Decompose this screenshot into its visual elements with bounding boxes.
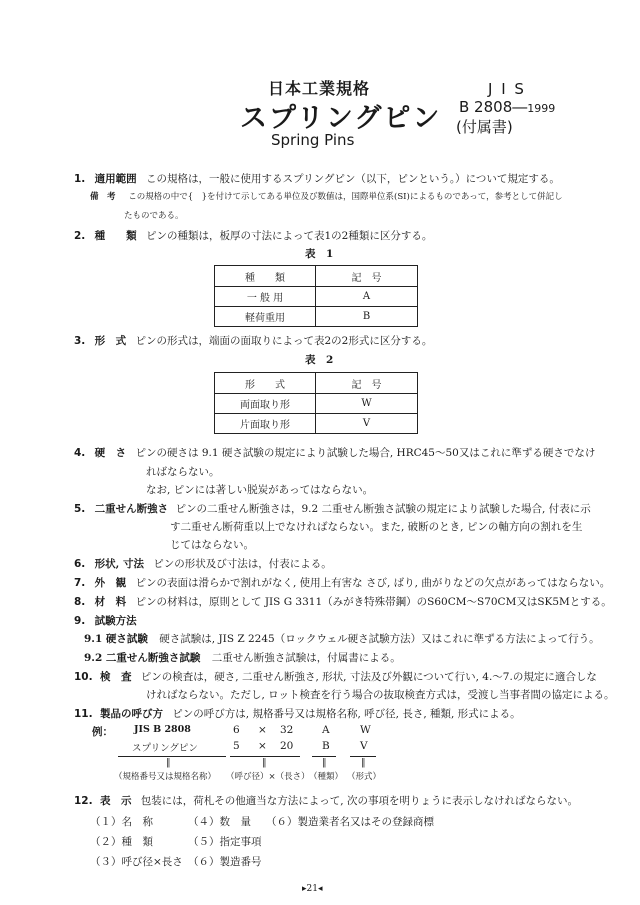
section-4-line-2: ればならない。 [146, 466, 220, 478]
table-row [215, 414, 418, 434]
section-12 [74, 793, 578, 808]
example-std-1: JIS B 2808 [134, 724, 191, 735]
section-number: 12. [74, 795, 93, 807]
table-cell: W [316, 394, 418, 414]
example-form-2: V [360, 740, 368, 752]
document-title: スプリングピン [240, 103, 442, 134]
section-number: 5. [74, 503, 86, 515]
annex-label: (付属書) [456, 118, 513, 136]
section-heading: 外 観 [94, 577, 127, 589]
list-item: （５）指定事項 [188, 836, 262, 848]
table-cell: 両面取り形 [215, 394, 316, 414]
example-times-1: × [258, 724, 267, 736]
section-5-line-3: じてはならない。 [170, 539, 254, 551]
section-number: 8. [74, 596, 86, 608]
section-6 [74, 556, 332, 571]
section-heading: 硬 さ [94, 447, 127, 459]
section-9-1 [84, 631, 600, 646]
section-heading: 表 示 [99, 795, 132, 807]
list-item: （３）呼び径×長さ [90, 856, 183, 868]
section-text: ピンの表面は滑らかで割れがなく, 使用上有害な さび, ばり, 曲がりなどの欠点があってはならない。 [135, 577, 611, 589]
table-1-title: 表 1 [305, 248, 334, 260]
list-item: （２）種 類 [90, 836, 153, 848]
section-10-line-2: ければならない。ただし, ロット検査を行う場合の抜取検査方式は，受渡し当事者間の協定による。 [146, 689, 615, 701]
table-cell: 片面取り形 [215, 414, 316, 434]
section-text: ピンの二重せん断強さは，9.2 二重せん断強さ試験の規定により試験した場合, 付表に示 [175, 503, 591, 515]
caption-std: （規格番号又は規格名称） [114, 772, 217, 782]
subsection-text: 硬さ試験は, JIS Z 2245（ロックウェル硬さ試験方法）又はこれに準ずる方法によって行う。 [159, 633, 600, 645]
note-line-2: たものである。 [124, 211, 184, 221]
table-cell: B [316, 307, 418, 327]
section-number: 4. [74, 447, 86, 459]
section-text: ピンの呼び方は, 規格番号又は規格名称, 呼び径, 長さ, 種類, 形式による。 [172, 708, 521, 720]
section-number: 1. [74, 173, 86, 185]
standard-org: 日本工業規格 [268, 79, 371, 98]
section-heading: 製品の呼び方 [99, 708, 163, 720]
section-heading: 検 査 [99, 671, 132, 683]
caption-form: （形式） [347, 772, 382, 782]
jis-number: B 2808 [459, 98, 513, 116]
example-dia-2: 5 [233, 740, 240, 752]
section-10 [74, 669, 597, 684]
underline [118, 756, 226, 757]
section-5-line-2: す二重せん断荷重以上でなければならない。また, 破断のとき, ピンの軸方向の割れを生 [170, 521, 583, 533]
section-3 [74, 333, 432, 348]
equals-mark: ‖ [361, 758, 366, 768]
section-heading: 試験方法 [94, 615, 137, 627]
section-9-2 [84, 650, 401, 665]
jis-dash: ― [512, 98, 528, 116]
example-len-2: 20 [280, 740, 294, 752]
section-number: 11. [74, 708, 93, 720]
subsection-heading: 9.1 硬さ試験 [84, 633, 148, 645]
list-item: （１）名 称 [90, 816, 153, 828]
table-2 [214, 372, 418, 434]
table-header: 形 式 [215, 373, 316, 394]
section-text: この規格は，一般に使用するスプリングピン（以下，ピンという。）について規定する。 [145, 173, 560, 185]
section-number: 6. [74, 558, 86, 570]
document-title-en: Spring Pins [271, 131, 355, 149]
section-text: ピンの種類は，板厚の寸法によって表1の2種類に区分する。 [145, 230, 433, 242]
page-number: ▸21◂ [302, 884, 323, 894]
table-1 [214, 265, 418, 327]
caption-dia-len: （呼び径）×（長さ） [226, 772, 310, 782]
list-item: （６）製造業者名又はその登録商標 [266, 816, 434, 828]
example-std-2: スプリングピン [132, 743, 198, 754]
section-heading: 二重せん断強さ [94, 503, 169, 515]
section-number: 7. [74, 577, 86, 589]
table-header: 種 類 [215, 266, 316, 287]
section-number: 9. [74, 615, 86, 627]
note-text: この規格の中で{ }を付けて示してある単位及び数値は，国際単位系(SI)によるものであって，参考として併記し [128, 192, 563, 202]
section-number: 10. [74, 671, 93, 683]
equals-mark: ‖ [166, 758, 171, 768]
note-line-1 [90, 190, 563, 202]
section-5 [74, 501, 591, 516]
section-text: ピンの検査は，硬さ, 二重せん断強さ, 形状, 寸法及び外観について行い, 4.～7.の規定に適合しな [140, 671, 597, 683]
table-row [215, 287, 418, 307]
section-8 [74, 594, 612, 609]
section-heading: 形状, 寸法 [94, 558, 144, 570]
caption-type: （種類） [309, 772, 344, 782]
section-text: ピンの硬さは 9.1 硬さ試験の規定により試験した場合, HRC45～50又はこれに準ずる硬さでなけ [135, 447, 596, 459]
list-item: （６）製造番号 [188, 856, 262, 868]
example-label: 例： [92, 726, 113, 738]
jis-number-line [459, 98, 555, 116]
table-header: 記 号 [316, 266, 418, 287]
example-times-2: × [258, 740, 267, 752]
list-item: （４）数 量 [188, 816, 251, 828]
table-row [215, 394, 418, 414]
example-type-2: B [322, 740, 330, 752]
section-heading: 形 式 [94, 335, 127, 347]
section-heading: 材 料 [94, 596, 127, 608]
section-9 [74, 613, 137, 628]
table-header: 記 号 [316, 373, 418, 394]
underline [230, 756, 300, 757]
section-number: 2. [74, 230, 86, 242]
subsection-heading: 9.2 二重せん断強さ試験 [84, 652, 201, 664]
section-11 [74, 706, 521, 721]
jis-label: J I S [488, 80, 526, 98]
table-cell: A [316, 287, 418, 307]
example-dia-1: 6 [233, 724, 240, 736]
section-4-line-3: なお, ピンには著しい脱炭があってはならない。 [146, 484, 374, 496]
section-text: ピンの形状及び寸法は，付表による。 [153, 558, 332, 570]
equals-mark: ‖ [322, 758, 327, 768]
section-heading: 種 類 [94, 230, 137, 242]
table-cell: 一 般 用 [215, 287, 316, 307]
jis-year: 1999 [527, 102, 556, 115]
equals-mark: ‖ [262, 758, 267, 768]
table-cell: V [316, 414, 418, 434]
section-heading: 適用範囲 [94, 173, 137, 185]
section-2 [74, 228, 432, 243]
table-row [215, 307, 418, 327]
section-number: 3. [74, 335, 86, 347]
example-len-1: 32 [280, 724, 294, 736]
table-cell: 軽荷重用 [215, 307, 316, 327]
underline [350, 756, 376, 757]
subsection-text: 二重せん断強さ試験は，付属書による。 [211, 652, 401, 664]
example-form-1: W [360, 724, 371, 736]
section-text: ピンの形式は，端面の面取りによって表2の2形式に区分する。 [135, 335, 433, 347]
underline [312, 756, 336, 757]
section-text: 包装には，荷札その他適当な方法によって, 次の事項を明りょうに表示しなければならない。 [140, 795, 578, 807]
section-1 [74, 171, 560, 186]
section-7 [74, 575, 610, 590]
table-2-title: 表 2 [305, 354, 334, 366]
section-text: ピンの材料は，原則として JIS G 3311（みがき特殊帯鋼）のS60CM～S70CM又はSK5Mとする。 [135, 596, 612, 608]
example-type-1: A [322, 724, 330, 736]
section-4 [74, 445, 595, 460]
note-label: 備 考 [90, 192, 116, 202]
